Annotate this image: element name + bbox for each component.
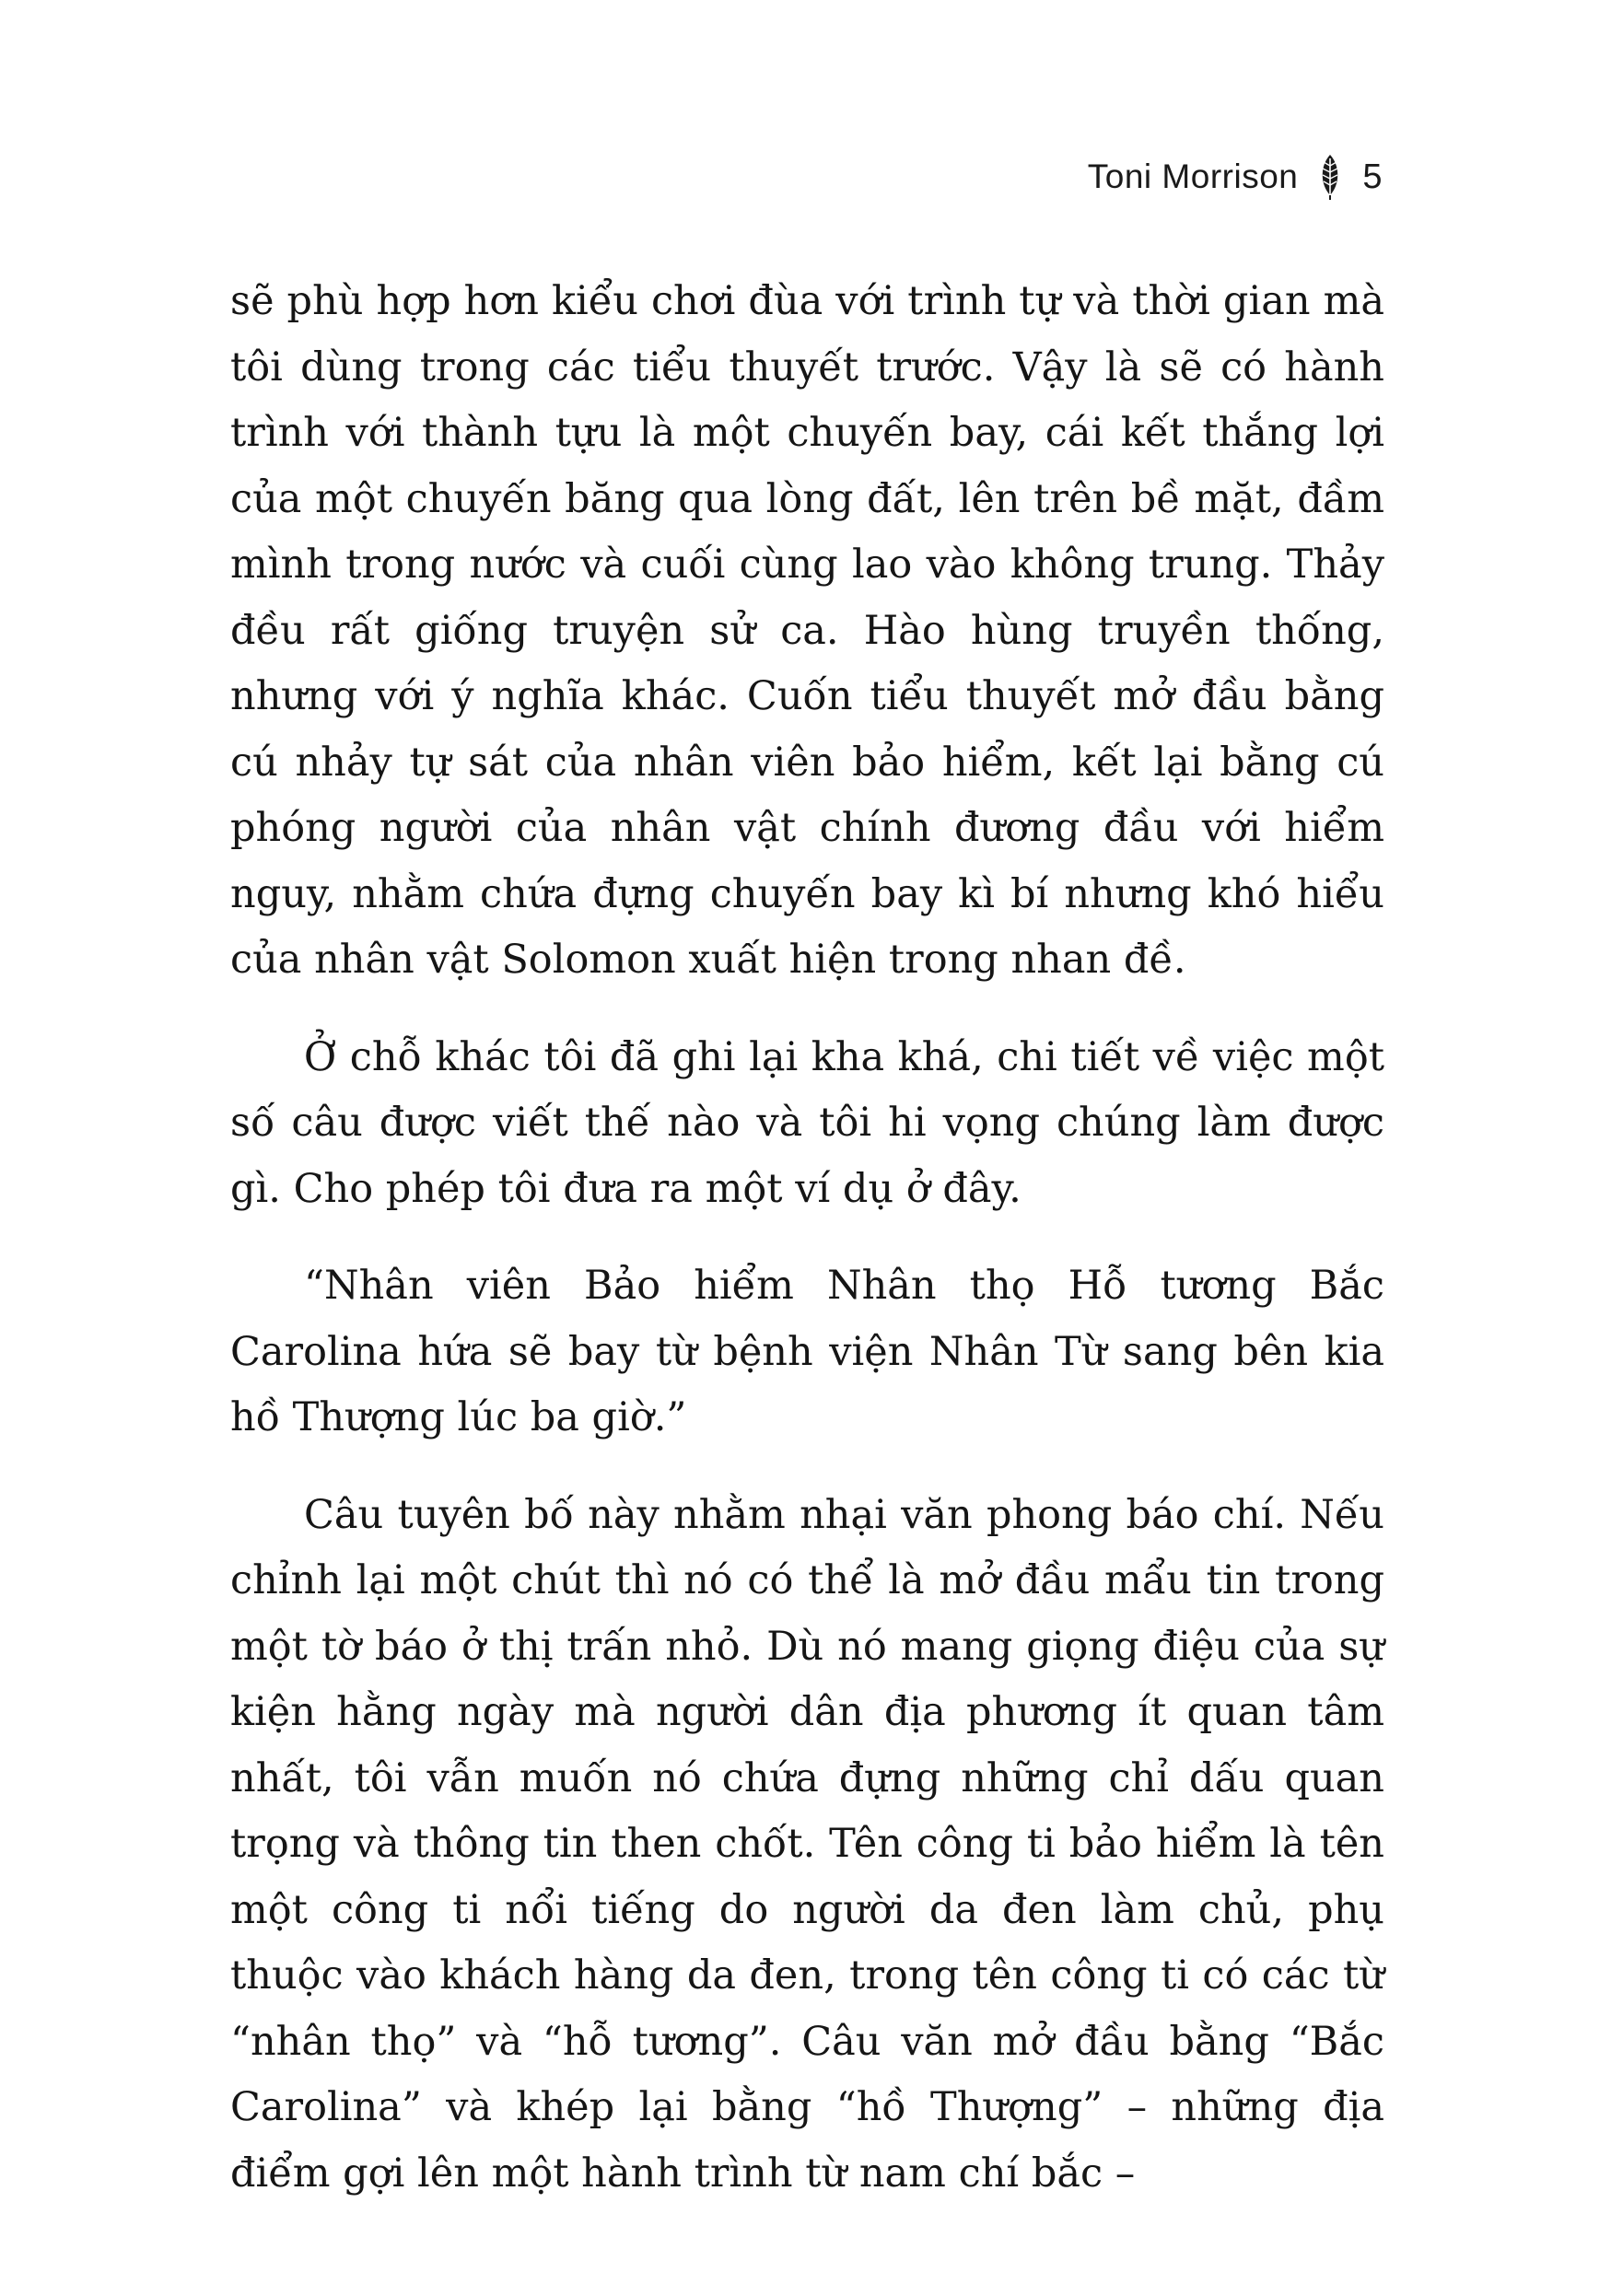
quoted-paragraph: “Nhân viên Bảo hiểm Nhân thọ Hỗ tương Bắc Carolina hứa sẽ bay từ bệnh viện Nhân Từ sang bên kia hồ Thượng lúc ba giờ.” [230,1263,1384,1440]
paragraph: Câu tuyên bố này nhằm nhại văn phong báo chí. Nếu chỉnh lại một chút thì nó có thể là mở đầu mẩu tin trong một tờ báo ở thị trấn nhỏ. Dù nó mang giọng điệu của sự kiện hằng ngày mà người dân địa phương ít quan tâm nhất, tôi vẫn muốn nó chứa đựng những chỉ dấu quan trọng và thông tin then chốt. Tên công ti bảo hiểm là tên một công ti nổi tiếng do người da đen làm chủ, phụ thuộc vào khách hàng da đen, trong tên công ti có các từ “nhân thọ” và “hỗ tương”. Câu văn mở đầu bằng “Bắc Carolina” và khép lại bằng “hồ Thượng” – những địa điểm gợi lên một hành trình từ nam chí bắc – [230,1491,1384,2197]
body-text [230,269,1384,2238]
feather-leaf-icon [1316,153,1344,201]
running-header [1088,149,1383,204]
paragraph: sẽ phù hợp hơn kiểu chơi đùa với trình tự và thời gian mà tôi dùng trong các tiểu thuyết trước. Vậy là sẽ có hành trình với thành tựu là một chuyến bay, cái kết thắng lợi của một chuyến băng qua lòng đất, lên trên bề mặt, đầm mình trong nước và cuối cùng lao vào không trung. Thảy đều rất giống truyện sử ca. Hào hùng truyền thống, nhưng với ý nghĩa khác. Cuốn tiểu thuyết mở đầu bằng cú nhảy tự sát của nhân viên bảo hiểm, kết lại bằng cú phóng người của nhân vật chính đương đầu với hiểm nguy, nhằm chứa đựng chuyến bay kì bí nhưng khó hiểu của nhân vật Solomon xuất hiện trong nhan đề. [230,278,1384,983]
author-name: Toni Morrison [1087,157,1299,195]
page-number: 5 [1362,157,1383,196]
paragraph: Ở chỗ khác tôi đã ghi lại kha khá, chi tiết về việc một số câu được viết thế nào và tôi hi vọng chúng làm được gì. Cho phép tôi đưa ra một ví dụ ở đây. [230,1033,1384,1212]
